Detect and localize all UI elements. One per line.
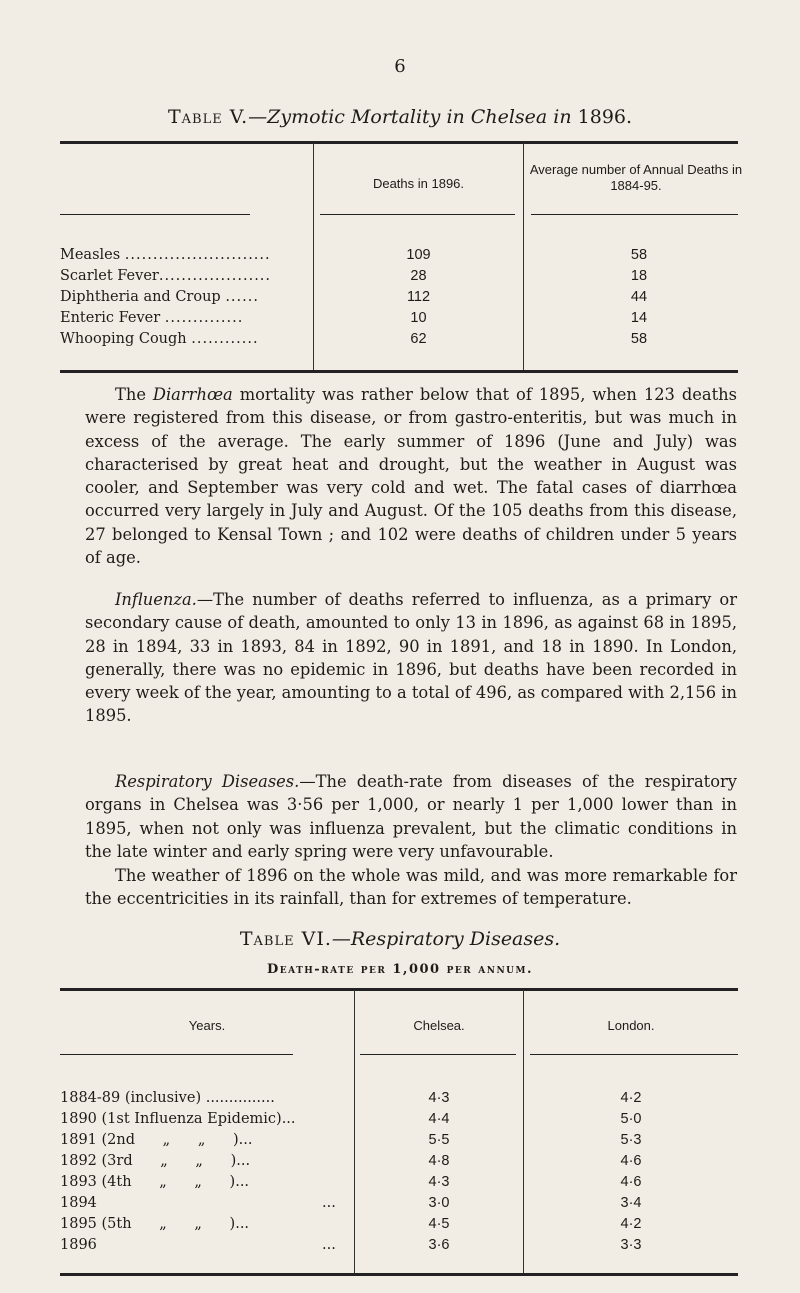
table5-caption-year: 1896. [577,106,633,128]
paragraph-respiratory [85,770,737,863]
table5-header-rule-mid [320,214,515,215]
year-label: 1891 (2nd „ „ )... [60,1132,253,1148]
paragraph-influenza [85,588,737,728]
leader-dots: ... [322,1195,336,1211]
row-label: Whooping Cough [60,331,187,347]
table6-header-rule-left [60,1054,293,1055]
paragraph-topic: Diarrhœa [152,385,233,404]
table6-subcaption: Death-rate per 1,000 per annum. [266,962,534,977]
table6-years-header: Years. [188,1018,226,1033]
average-value: 18 [630,268,648,284]
row-label: Measles [60,247,121,263]
paragraph-text: The weather of 1896 on the whole was mild, and was more remarkable for the eccentricities in its rainfall, than for extremes of temperature. [85,866,737,909]
table5-row [60,289,312,305]
paragraph-topic: Influenza. [115,590,197,609]
table6-bottom-rule [60,1273,738,1276]
table5-caption-title: —Zymotic Mortality in Chelsea in [248,106,572,128]
london-value: 3·4 [620,1195,642,1211]
chelsea-value: 4·3 [428,1090,450,1106]
average-value: 58 [630,247,648,263]
paragraph-topic: Respiratory Diseases. [115,772,300,791]
deaths-value: 10 [410,310,427,326]
table5-col1-header: Deaths in 1896. [372,176,465,191]
year-label: 1895 (5th „ „ )... [60,1216,250,1232]
year-label: 1893 (4th „ „ )... [60,1174,250,1190]
london-value: 4·2 [620,1216,642,1232]
table5-col2-header: Average number of Annual Deaths in 1884-95. [529,162,743,193]
london-value: 4·6 [620,1153,642,1169]
table5-row [60,310,312,326]
paragraph-text: —The number of deaths referred to influenza, as a primary or secondary cause of death, amounted to only 13 in 1896, as against 68 in 1895, 28 in 1894, 33 in 1893, 84 in 1892, 90 in 1891, and 18 in 1890. In London, generally, there was no epidemic in 1896, but deaths have been recorded in every week of the year, amounting to a total of 496, as compared with 2,156 in 1895. [85,590,737,726]
chelsea-value: 3·0 [428,1195,450,1211]
table6-caption [0,928,800,950]
leader-dots: .......................... [124,247,271,263]
paragraph-prefix: The [115,385,153,404]
year-label: 1884-89 (inclusive) ............... [60,1090,275,1106]
year-label: 1892 (3rd „ „ )... [60,1153,251,1169]
paragraph-diarrhoea [85,383,737,569]
table6-header-rule-right [530,1054,738,1055]
row-label: Scarlet Fever [60,268,159,284]
table5-row [60,247,312,263]
row-label: Enteric Fever [60,310,161,326]
leader-dots: .................... [158,268,272,284]
year-label: 1896 [60,1237,97,1253]
table5-row [60,268,312,284]
row-label: Diphtheria and Croup [60,289,221,305]
table6-header-rule-mid [360,1054,516,1055]
deaths-value: 112 [406,289,431,305]
average-value: 58 [630,331,648,347]
london-value: 4·6 [620,1174,642,1190]
london-value: 5·3 [620,1132,642,1148]
paragraph-text: mortality was rather below that of 1895, when 123 deaths were registered from this disease, or from gastro-enteritis, but was much in excess of the average. The early summer of 1896 (June and July) was characterised by great heat and drought, but the weather in August was cooler, and September was very cold and wet. The fatal cases of diarrhœa occurred very largely in July and August. Of the 105 deaths from this disease, 27 belonged to Kensal Town ; and 102 were deaths of children under 5 years of age. [85,385,737,568]
table5-caption-lead: Table V. [167,106,249,128]
table5-row [60,331,312,347]
paragraph-text: —The death-rate from diseases of the respiratory organs in Chelsea was 3·56 per 1,000, or nearly 1 per 1,000 lower than in 1895, when not only was influenza prevalent, but the climatic conditions in the late winter and early spring were very unfavourable. [85,772,737,861]
average-value: 14 [630,310,648,326]
leader-dots: .............. [164,310,244,326]
table5-header-rule-left [60,214,250,215]
leader-dots: ............ [191,331,259,347]
table6-chelsea-header: Chelsea. [413,1018,465,1033]
table5-bottom-rule [60,370,738,373]
paragraph-weather [85,864,737,911]
table5-caption [0,106,800,128]
table5-top-rule [60,141,738,144]
leader-dots: ...... [225,289,259,305]
london-value: 4·2 [620,1090,642,1106]
page-number: 6 [394,56,406,77]
deaths-value: 62 [410,331,427,347]
deaths-value: 109 [406,247,431,263]
table6-london-header: London. [607,1018,655,1033]
year-label: 1894 [60,1195,97,1211]
london-value: 5·0 [620,1111,642,1127]
table5-header-rule-right [531,214,738,215]
chelsea-value: 4·3 [428,1174,450,1190]
table6-top-rule [60,988,738,991]
chelsea-value: 4·8 [428,1153,450,1169]
deaths-value: 28 [410,268,427,284]
london-value: 3·3 [620,1237,642,1253]
chelsea-value: 4·4 [428,1111,450,1127]
leader-dots: ... [322,1237,336,1253]
chelsea-value: 5·5 [428,1132,450,1148]
table6-caption-title: —Respiratory Diseases. [331,928,561,950]
average-value: 44 [630,289,648,305]
table6-caption-lead: Table VI. [239,928,332,950]
chelsea-value: 3·6 [428,1237,450,1253]
chelsea-value: 4·5 [428,1216,450,1232]
year-label: 1890 (1st Influenza Epidemic)... [60,1111,296,1127]
